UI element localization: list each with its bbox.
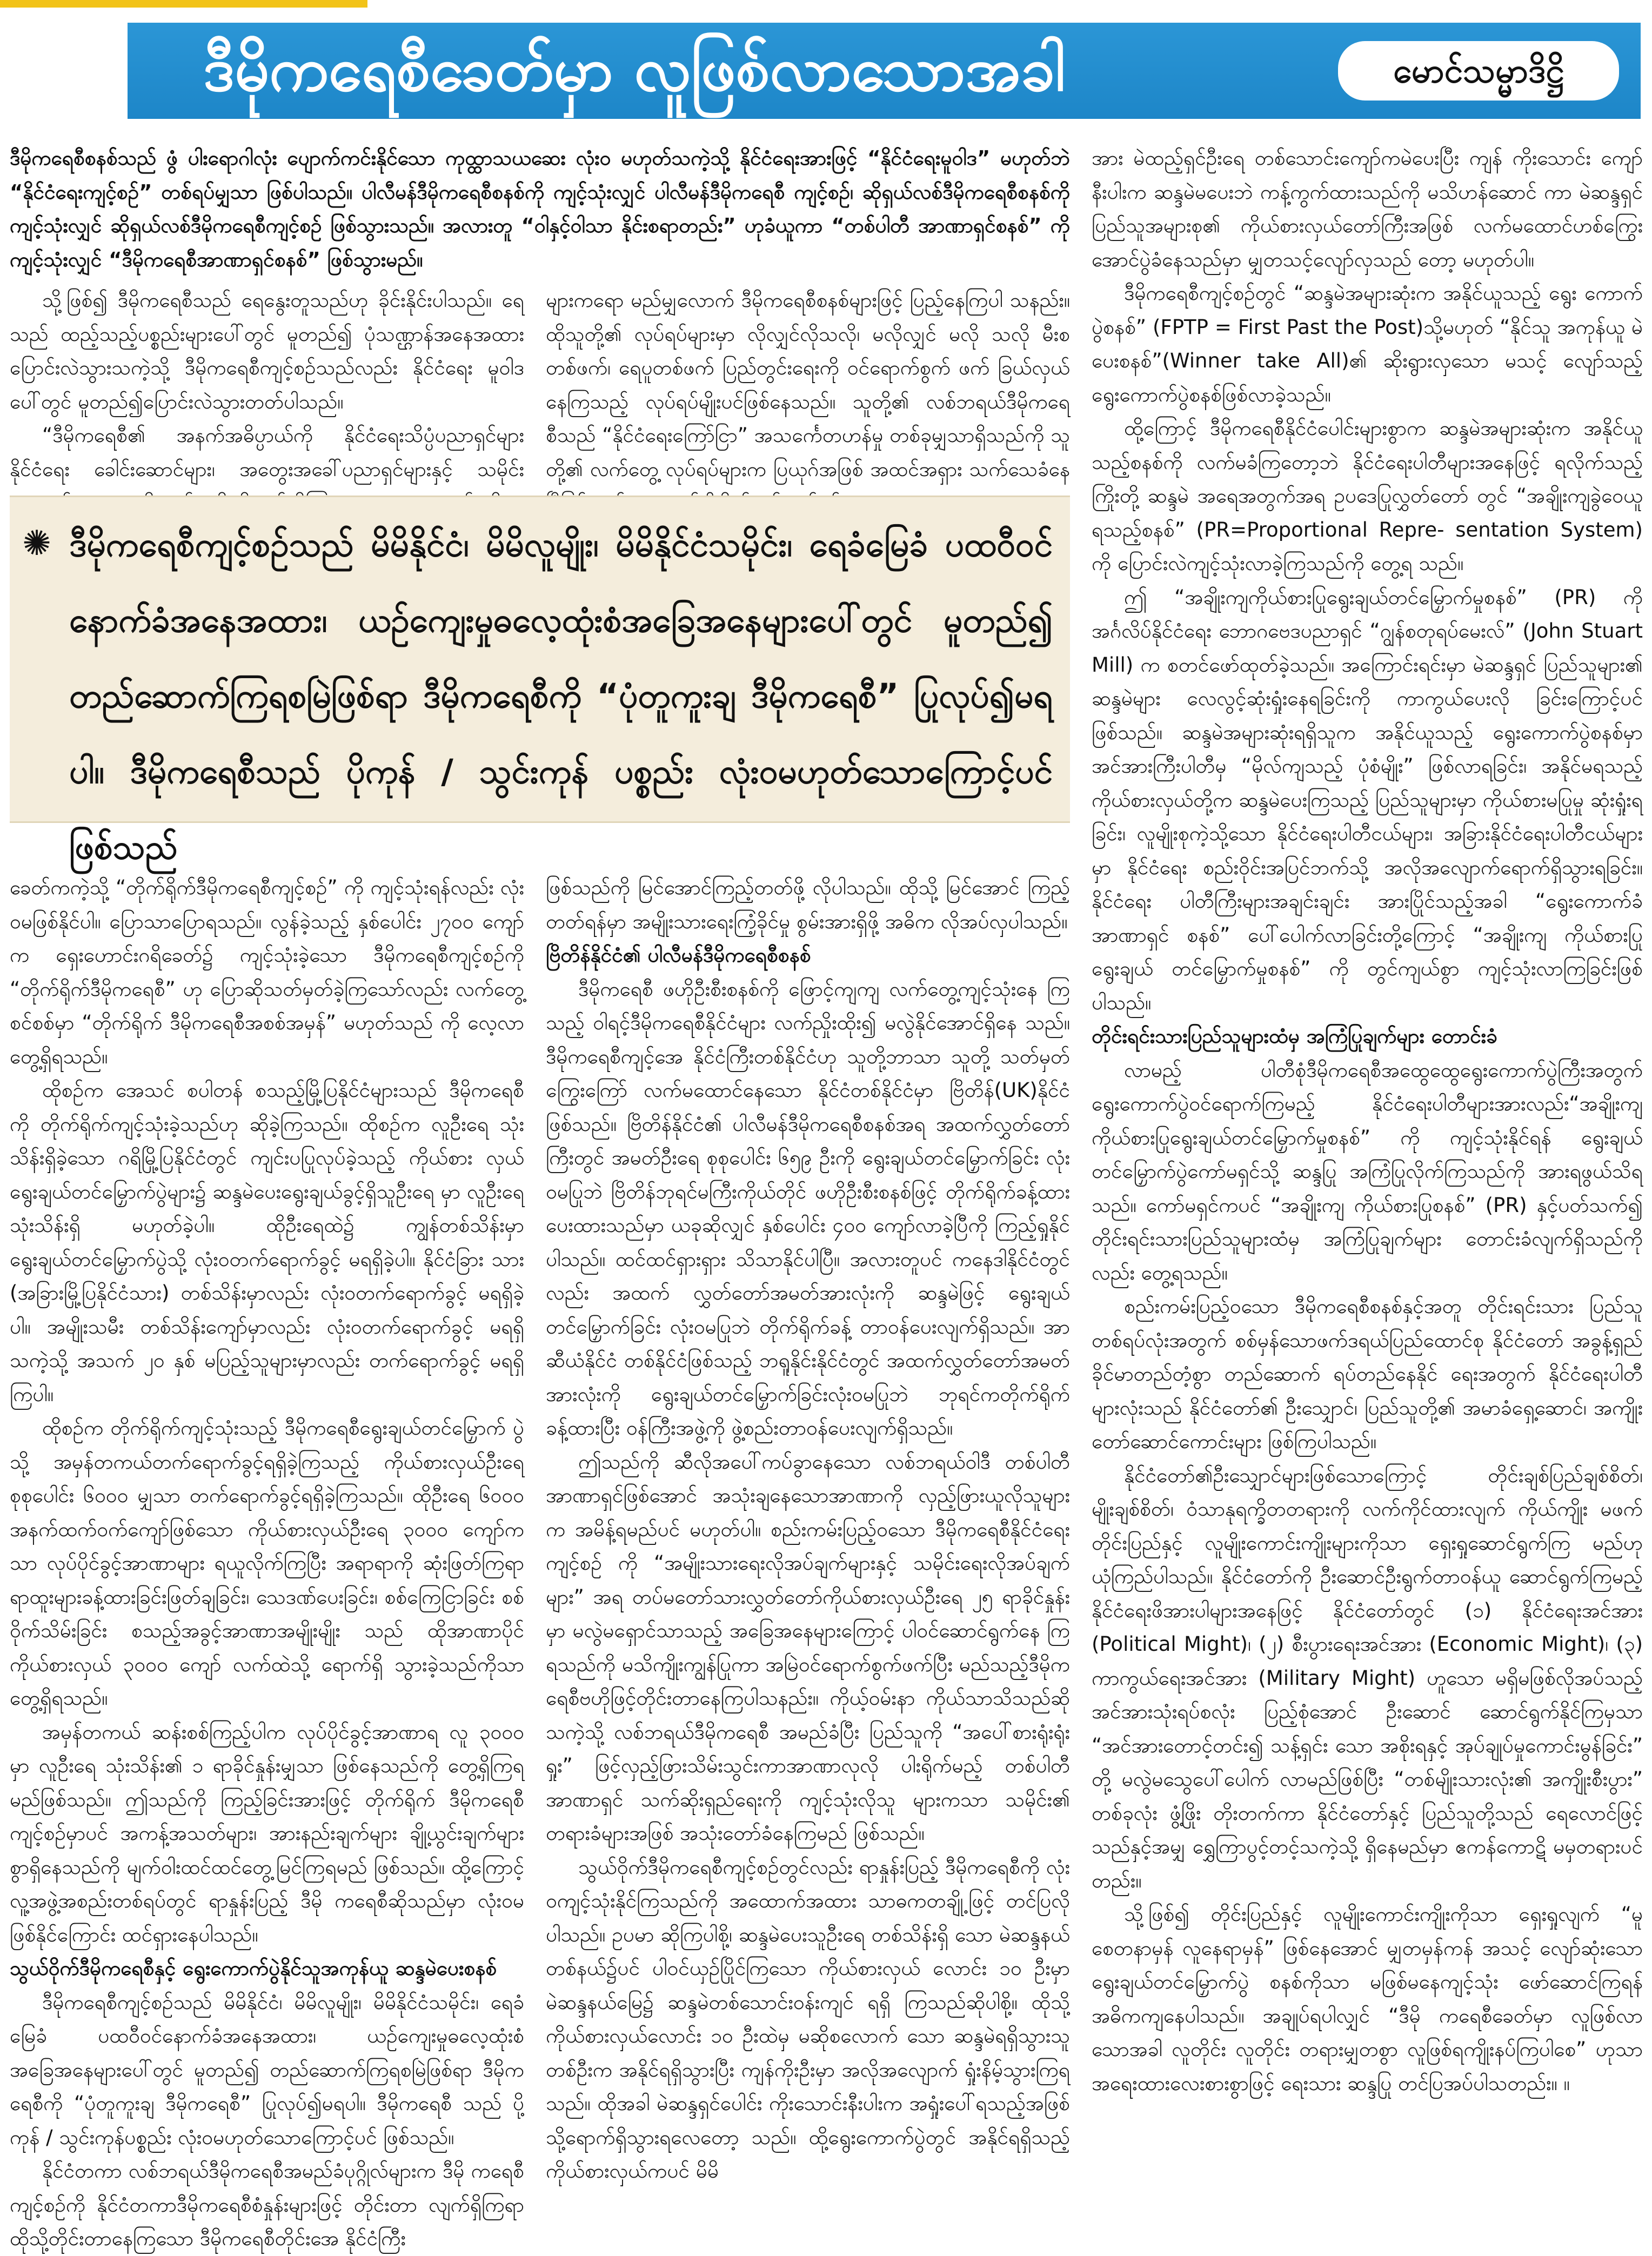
paragraph: “ဒီမိုကရေစီ၏ အနက်အဓိပ္ပာယ်ကို နိုင်ငံရေးသိပ္ပံပညာရှင်များ နိုင်ငံရေး ခေါင်းဆောင်များ၊ အတွေးအခေါ်ပညာရှင်များနှင့် သမိုင်း bbox=[10, 424, 524, 481]
paragraph: ဤသည်ကို ဆီလိုအပေါ်ကပ်ခွာနေသော လစ်ဘရယ်ဝါဒီ တစ်ပါတီ အာဏာရှင်ဖြစ်အောင် အသုံးချနေသောအာဏာကို လှည့်ဖြားယူလိုသူများက အမိန့်ရမည်ပင် မဟုတ်ပါ။ စည်းကမ်းပြည့်ဝသော ဒီမိုကရေစီနိုင်ငံရေးကျင့်စဉ် ကို “အမျိုးသားရေးလိုအပ်ချက်များနှင့် သမိုင်းရေးလိုအပ်ချက်များ” အရ တပ်မတော်သားလွှတ်တော်ကိုယ်စားလှယ်ဦးရေ ၂၅ ရာခိုင်နှုန်း မှာ မလွဲမရှောင်သာသည့် အခြေအနေများကြောင့် ပါဝင်ဆောင်ရွက်နေ ကြရသည်ကို မသိကျိုးကျွန်ပြုကာ အမြဲဝင်ရောက်စွက်ဖက်ပြီး မည်သည့်ဒီမိုကရေစီဗဟိုဖြင့်တိုင်းတာနေကြပါသနည်း။ ကိုယ့်ဝမ်းနာ ကိုယ်သာသိသည်ဆိုသကဲ့သို့ လစ်ဘရယ်ဒီမိုကရေစီ အမည်ခံပြီး ပြည်သူကို “အပေါ်စားရုံးရုံးရှုး” ဖြင့်လှည့်ဖြားသိမ်းသွင်းကာအာဏာလုလို ပါးရိုက်မည့် တစ်ပါတီအာဏာရှင် သက်ဆိုးရှည်ရေးကို ကျင့်သုံးလိုသူ များကသာ သမိုင်း၏ တရားခံများအဖြစ် အသုံးတော်ခံနေကြမည် ဖြစ်သည်။ bbox=[546, 1450, 1070, 1845]
lead-paragraph: ဒီမိုကရေစီစနစ်သည် ဖွံ ပါးရောဂါလုံး ပျောက်ကင်းနိုင်သော ကုထ္ထာသယဆေး လုံးဝ မဟုတ်သကဲ့သို့ နိုင်ငံရေးအားဖြင့် “နိုင်ငံရေးမူဝါဒ” မဟုတ်ဘဲ “နိုင်ငံရေးကျင့်စဉ်” တစ်ရပ်မျှသာ ဖြစ်ပါသည်။ ပါလီမန်ဒီမိုကရေစီစနစ်ကို ကျင့်သုံးလျှင် ပါလီမန်ဒီမိုကရေစီ ကျင့်စဉ်၊ ဆိုရှယ်လစ်ဒီမိုကရေစီစနစ်ကို ကျင့်သုံးလျှင် ဆိုရှယ်လစ်ဒီမိုကရေစီကျင့်စဉ် ဖြစ်သွားသည်။ အလားတူ “ဝါနှင့်ဝါသာ နိုင်းစရာတည်း” ဟုခံယူကာ “တစ်ပါတီ အာဏာရှင်စနစ်” ကို ကျင့်သုံးလျှင် “ဒီမိုကရေစီအာဏာရှင်စနစ်” ဖြစ်သွားမည်။ bbox=[10, 146, 1070, 271]
title-banner bbox=[128, 23, 1641, 119]
top-strip bbox=[0, 0, 1652, 10]
section-heading: တိုင်းရင်းသားပြည်သူများထံမှ အကြံပြုချက်များ တောင်းခံ bbox=[1092, 1025, 1497, 1048]
paragraph: ခေတ်ကကဲ့သို့ “တိုက်ရိုက်ဒီမိုကရေစီကျင့်စဉ်” ကို ကျင့်သုံးရန်လည်း လုံးဝမဖြစ်နိုင်ပါ။ ပြောသာပြောရသည်။ လွန်ခဲ့သည့် နှစ်ပေါင်း ၂၇၀၀ ကျော်က ရှေးဟောင်းဂရိခေတ်၌ ကျင့်သုံးခဲ့သော ဒီမိုကရေစီကျင့်စဉ်ကို “တိုက်ရိုက်ဒီမိုကရေစီ” ဟု ပြောဆိုသတ်မှတ်ခဲ့ကြသော်လည်း လက်တွေ့စင်စစ်မှာ “တိုက်ရိုက် ဒီမိုကရေစီအစစ်အမှန်” မဟုတ်သည် ကို လေ့လာတွေ့ရှိရသည်။ bbox=[10, 876, 524, 1068]
paragraph: ဒီမိုကရေစီ ဖဟိုဦးစီးစနစ်ကို ဖြောင့်ကျကျ လက်တွေ့ကျင့်သုံးနေ ကြသည့် ဝါရင့်ဒီမိုကရေစီနိုင်ငံများ လက်ညှိုးထိုး၍ မလွဲနိုင်အောင်ရှိနေ သည်။ ဒီမိုကရေစီကျင့်အေ နိုင်ငံကြီးတစ်နိုင်ငံဟု သူတို့ဘာသာ သူတို့ သတ်မှတ်ကြွေးကြော် လက်မထောင်နေသော နိုင်ငံတစ်နိုင်ငံမှာ ဗြိတိန်(UK)နိုင်ငံဖြစ်သည်။ ဗြိတိန်နိုင်ငံ၏ ပါလီမန်ဒီမိုကရေစီစနစ်အရ အထက်လွှတ်တော်ကြီးတွင် အမတ်ဦးရေ စုစုပေါင်း ၆၅၉ ဦးကို ရွေးချယ်တင်မြှောက်ခြင်း လုံးဝမပြုဘဲ ဗြိတိန်ဘုရင်မကြီးကိုယ်တိုင် ဖဟိုဦးစီးစနစ်ဖြင့် တိုက်ရိုက်ခန့်ထားပေးထားသည်မှာ ယခုဆိုလျှင် နှစ်ပေါင်း ၄၀၀ ကျော်လာခဲ့ပြီကို ကြည့်ရှုနိုင်ပါသည်။ ထင်ထင်ရှားရှား သိသာနိုင်ပါပြီ။ အလားတူပင် ကနေဒါနိုင်ငံတွင်လည်း အထက် လွှတ်တော်အမတ်အားလုံးကို ဆန္ဒမဲဖြင့် ရွေးချယ်တင်မြှောက်ခြင်း လုံးဝမပြုဘဲ တိုက်ရိုက်ခန့် တာဝန်ပေးလျက်ရှိသည်။ အာဆီယံနိုင်ငံ တစ်နိုင်ငံဖြစ်သည့် ဘရူနိုင်းနိုင်ငံတွင် အထက်လွှတ်တော်အမတ် အားလုံးကို ရွေးချယ်တင်မြှောက်ခြင်းလုံးဝမပြုဘဲ ဘုရင်ကတိုက်ရိုက် ခန့်ထားပြီး ဝန်ကြီးအဖွဲ့ကို ဖွဲ့စည်းတာဝန်ပေးလျက်ရှိသည်။ bbox=[546, 977, 1070, 1440]
column-b bbox=[546, 284, 1070, 520]
paragraph: များကရော မည်မျှလောက် ဒီမိုကရေစီစနစ်များဖြင့် ပြည့်နေကြပါ သနည်း။ ထိုသူတို့၏ လုပ်ရပ်များမှာ လိုလျှင်လိုသလို၊ မလိုလျှင် မလို သလို မီးစ တစ်ဖက်၊ ရေပူတစ်ဖက် ပြည်တွင်းရေးကို ဝင်ရောက်စွက် ဖက် ခြယ်လှယ်နေကြသည့် လုပ်ရပ်မျိုးပင်ဖြစ်နေသည်။ သူတို့၏ လစ်ဘရယ်ဒီမိုကရေစီသည် “နိုင်ငံရေးကြော်ငြာ” အသင်္ကေတဟန်မှု တစ်ခုမျှသာရှိသည်ကို သူတို့၏ လက်တွေ့ လုပ်ရပ်များက ပြယုဂ်အဖြစ် အထင်အရှား သက်သေခံနေ bbox=[546, 289, 1070, 481]
paragraph: နိုင်ငံတော်၏ဦးသျှောင်များဖြစ်သောကြောင့် တိုင်းချစ်ပြည်ချစ်စိတ်၊ မျိုးချစ်စိတ်၊ ဝံသာနုရက္ခိတတရားကို လက်ကိုင်ထားလျက် ကိုယ်ကျိုး မဖက် တိုင်းပြည်နှင့် လူမျိုးကောင်းကျိုးများကိုသာ ရှေးရှုဆောင်ရွက်ကြ မည်ဟု ယုံကြည်ပါသည်။ နိုင်ငံတော်ကို ဦးဆောင်ဦးရွက်တာဝန်ယူ ဆောင်ရွက်ကြမည့် နိုင်ငံရေးဖိအားပါများအနေဖြင့် နိုင်ငံတော်တွင် (၁) နိုင်ငံရေးအင်အား (Political Might)၊ (၂) စီးပွားရေးအင်အား (Economic Might)၊ (၃) ကာကွယ်ရေးအင်အား (Military Might) ဟူသော မရှိမဖြစ်လိုအပ်သည့် အင်အားသုံးရပ်စလုံး ပြည့်စုံအောင် ဦးဆောင် ဆောင်ရွက်နိုင်ကြမှသာ “အင်အားတောင့်တင်း၍ သန့်ရှင်း သော အစိုးရနှင့် အုပ်ချုပ်မှုကောင်းမွန်ခြင်း” တို့ မလွဲမသွေပေါ်ပေါက် လာမည်ဖြစ်ပြီး “တစ်မျိုးသားလုံး၏ အကျိုးစီးပွား” တစ်ခုလုံး ဖွံ့ဖြိုး တိုးတက်ကာ နိုင်ငံတော်နှင့် ပြည်သူတို့သည် ရေလောင်ဖြင့်သည်နှင့်အမျှ ရွှေကြာပွင့်တင့်သကဲ့သို့ ရှိနေမည်မှာ ဧကန်ကောဋိ မမှတရားပင် တည်း။ bbox=[1092, 1463, 1643, 1892]
top-accent-bar bbox=[0, 0, 367, 8]
paragraph: ထို့ကြောင့် ဒီမိုကရေစီနိုင်ငံပေါင်းများစွာက ဆန္ဒမဲအများဆုံးက အနိုင်ယူသည့်စနစ်ကို လက်မခံကြတော့ဘဲ နိုင်ငံရေးပါတီများအနေဖြင့် ရလိုက်သည့်ကြိုးတို့ ဆန္ဒမဲ အရေအတွက်အရ ဥပဒေပြုလွှတ်တော် တွင် “အချိုးကျခွဲဝေယူရသည့်စနစ်” (PR=Proportional Repre- sentation System) ကို ပြောင်းလဲကျင့်သုံးလာခဲ့ကြသည်ကို တွေ့ရ သည်။ bbox=[1092, 417, 1643, 575]
section-heading: ဗြိတိန်နိုင်ငံ၏ ပါလီမန်ဒီမိုကရေစီစနစ် bbox=[546, 943, 811, 967]
paragraph: ဒီမိုကရေစီကျင့်စဉ်သည် မိမိနိုင်ငံ၊ မိမိလူမျိုး၊ မိမိနိုင်ငံသမိုင်း၊ ရေခံမြေခံ ပထဝီဝင်နောက်ခံအနေအထား၊ ယဉ်ကျေးမှုဓလေ့ထုံးစံ အခြေအနေများပေါ်တွင် မူတည်၍ တည်ဆောက်ကြရစမြဲဖြစ်ရာ ဒီမိုကရေစီကို “ပုံတူကူးချ ဒီမိုကရေစီ” ပြုလုပ်၍မရပါ။ ဒီမိုကရေစီ သည် ပို့ကုန် / သွင်းကုန်ပစ္စည်း လုံးဝမဟုတ်သောကြောင့်ပင် ဖြစ်သည်။ bbox=[10, 1990, 524, 2149]
column-d bbox=[10, 871, 524, 2256]
article-title: ဒီမိုကရေစီခေတ်မှာ လူဖြစ်လာသောအခါ bbox=[203, 35, 1066, 105]
star-bullet-icon: ✺ bbox=[22, 524, 51, 564]
author-badge: မောင်သမ္မာဒိဋ္ဌိ bbox=[1338, 41, 1619, 101]
paragraph: အမှန်တကယ် ဆန်းစစ်ကြည့်ပါက လုပ်ပိုင်ခွင့်အာဏာရ လူ ၃၀၀၀ မှာ လူဦးရေ သုံးသိန်း၏ ၁ ရာခိုင်နှုန်းမျှသာ ဖြစ်နေသည်ကို တွေ့ရှိကြရမည်ဖြစ်သည်။ ဤသည်ကို ကြည့်ခြင်းအားဖြင့် တိုက်ရိုက် ဒီမိုကရေစီကျင့်စဉ်မှာပင် အကန့်အသတ်များ၊ အားနည်းချက်များ ချို့ယွင်းချက်များစွာရှိနေသည်ကို မျက်ဝါးထင်ထင်တွေ့မြင်ကြရမည် ဖြစ်သည်။ ထို့ကြောင့် လူ့အဖွဲ့အစည်းတစ်ရပ်တွင် ရာနှုန်းပြည့် ဒီမို ကရေစီဆိုသည်မှာ လုံးဝမဖြစ်နိုင်ကြောင်း ထင်ရှားနေပါသည်။ bbox=[10, 1720, 524, 1946]
paragraph: သို့ဖြစ်၍ တိုင်းပြည်နှင့် လူမျိုးကောင်းကျိုးကိုသာ ရှေးရှုလျက် “မူ စေတနာမှန် လူနေရာမှန်” ဖြစ်နေအောင် မျှတမှန်ကန် အသင့် လျော်ဆုံးသော ရွေးချယ်တင်မြှောက်ပွဲ စနစ်ကိုသာ မဖြစ်မနေကျင့်သုံး ဖော်ဆောင်ကြရန် အဓိကကျနေပါသည်။ အချုပ်ရပါလျှင် “ဒီမို ကရေစီခေတ်မှာ လူဖြစ်လာသောအခါ လူတိုင်း လူတိုင်း တရားမျှတစွာ လူဖြစ်ရကျိုးနပ်ကြပါစေ” ဟုသာ အရေးထားလေးစားစွာဖြင့် ရေးသား ဆန္ဒပြု တင်ပြအပ်ပါသတည်း။ ။ bbox=[1092, 1903, 1643, 2095]
paragraph: ထိုစဉ်က တိုက်ရိုက်ကျင့်သုံးသည့် ဒီမိုကရေစီရွေးချယ်တင်မြှောက် ပွဲသို့ အမှန်တကယ်တက်ရောက်ခွင့်ရရှိခဲ့ကြသည့် ကိုယ်စားလှယ်ဦးရေ စုစုပေါင်း ၆၀၀၀ မျှသာ တက်ရောက်ခွင့်ရရှိခဲ့ကြသည်။ ထိုဦးရေ ၆၀၀၀ အနက်ထက်ဝက်ကျော်ဖြစ်သော ကိုယ်စားလှယ်ဦးရေ ၃၀၀၀ ကျော်ကသာ လုပ်ပိုင်ခွင့်အာဏာများ ရယူလိုက်ကြပြီး အရာရာကို ဆုံးဖြတ်ကြရာ ရာထူးများခန့်ထားခြင်းဖြတ်ချခြင်း၊ သေဒဏ်ပေးခြင်း၊ စစ်ကြေငြာခြင်း စစ်ဝိုက်သိမ်းခြင်း စသည့်အခွင့်အာဏာအမျိုးမျိုး သည် ထိုအာဏာပိုင်ကိုယ်စားလှယ် ၃၀၀၀ ကျော် လက်ထဲသို့ ရောက်ရှိ သွားခဲ့သည်ကိုသာ တွေ့ရှိရသည်။ bbox=[10, 1416, 524, 1710]
pull-quote-text: ဒီမိုကရေစီကျင့်စဉ်သည် မိမိနိုင်ငံ၊ မိမိလူမျိုး၊ မိမိနိုင်ငံသမိုင်း၊ ရေခံမြေခံ ပထဝီဝင်နောက်ခံအနေအထား၊ ယဉ်ကျေးမှုဓလေ့ထုံးစံအခြေအနေများပေါ်တွင် မူတည်၍ တည်ဆောက်ကြရစမြဲဖြစ်ရာ ဒီမိုကရေစီကို “ပုံတူကူးချ ဒီမိုကရေစီ” ပြုလုပ်၍မရပါ။ ဒီမိုကရေစီသည် ပိုကုန် / သွင်းကုန် ပစ္စည်း လုံးဝမဟုတ်သောကြောင့်ပင်ဖြစ်သည် bbox=[69, 525, 1053, 867]
paragraph: လာမည့် ပါတီစုံဒီမိုကရေစီအထွေထွေရွေးကောက်ပွဲကြီးအတွက် ရွေးကောက်ပွဲဝင်ရောက်ကြမည့် နိုင်ငံရေးပါတီများအားလည်း“အချိုးကျ ကိုယ်စားပြုရွေးချယ်တင်မြှောက်မှုစနစ်” ကို ကျင့်သုံးနိုင်ရန် ရွေးချယ် တင်မြှောက်ပွဲကော်မရှင်သို့ ဆန္ဒပြု အကြံပြုလိုက်ကြသည်ကို အားရဖွယ်သိရသည်။ ကော်မရှင်ကပင် “အချိုးကျ ကိုယ်စားပြုစနစ်” (PR) နှင့်ပတ်သက်၍ တိုင်းရင်းသားပြည်သူများထံမှ အကြံပြုချက်များ တောင်းခံလျက်ရှိသည်ကိုလည်း တွေ့ရသည်။ bbox=[1092, 1058, 1643, 1284]
paragraph: သို့ဖြစ်၍ ဒီမိုကရေစီသည် ရေနွေးတူသည်ဟု ခိုင်းနိုင်းပါသည်။ ရေသည် ထည့်သည့်ပစ္စည်းများပေါ်တွင် မူတည်၍ ပုံသဏ္ဌာန်အနေအထား ပြောင်းလဲသွားသကဲ့သို့ ဒီမိုကရေစီကျင့်စဉ်သည်လည်း နိုင်ငံရေး မူဝါဒပေါ်တွင် မူတည်၍ပြောင်းလဲသွားတတ်ပါသည်။ bbox=[10, 289, 524, 413]
lead-paragraph-block bbox=[10, 142, 1070, 277]
paragraph: သွယ်ဝိုက်ဒီမိုကရေစီကျင့်စဉ်တွင်လည်း ရာနှုန်းပြည့် ဒီမိုကရေစီကို လုံးဝကျင့်သုံးနိုင်ကြသည်ကို အထောက်အထား သာဓကတချို့ဖြင့် တင်ပြလိုပါသည်။ ဥပမာ ဆိုကြပါစို့၊ ဆန္ဒမဲပေးသူဦးရေ တစ်သိန်းရှိ သော မဲဆန္ဒနယ်တစ်နယ်၌ပင် ပါဝင်ယှဉ်ပြိုင်ကြသော ကိုယ်စားလှယ် လောင်း ၁၀ ဦးမှာ မဲဆန္ဒနယ်မြေ၌ ဆန္ဒမဲတစ်သောင်းဝန်းကျင် ရရှိ ကြသည်ဆိုပါစို့။ ထိုသို့ကိုယ်စားလှယ်လောင်း ၁၀ ဦးထဲမှ မဆိုစလောက် သော ဆန္ဒမဲရရှိသွားသူတစ်ဦးက အနိုင်ရရှိသွားပြီး ကျန်ကိုးဦးမှာ အလိုအလျောက် ရှုံးနိမ့်သွားကြရသည်။ ထိုအခါ မဲဆန္ဒရှင်ပေါင်း ကိုးသောင်းနီးပါးက အရှုံးပေါ်ရသည့်အဖြစ်သို့ရောက်ရှိသွားရလေတော့ သည်။ ထို့ရွေးကောက်ပွဲတွင် အနိုင်ရရှိသည့် ကိုယ်စားလှယ်ကပင် မိမိ bbox=[546, 1855, 1070, 2183]
paragraph: ဖြစ်သည်ကို မြင်အောင်ကြည့်တတ်ဖို့ လိုပါသည်။ ထိုသို့ မြင်အောင် ကြည့်တတ်ရန်မှာ အမျိုးသားရေးကြံ့ခိုင်မှု စွမ်းအားရှိဖို့ အဓိက လိုအပ်လှပါသည်။ bbox=[546, 876, 1070, 933]
column-a bbox=[10, 284, 524, 520]
column-c bbox=[1092, 142, 1643, 2100]
paragraph: နိုင်ငံတကာ လစ်ဘရယ်ဒီမိုကရေစီအမည်ခံပုဂ္ဂိုလ်များက ဒီမို ကရေစီကျင့်စဉ်ကို နိုင်ငံတကာဒီမိုကရေစီစံနှုန်းများဖြင့် တိုင်းတာ လျက်ရှိကြရာ ထိုသို့တိုင်းတာနေကြသော ဒီမိုကရေစီတိုင်းအေ နိုင်ငံကြီး bbox=[10, 2159, 524, 2250]
paragraph: ဒီမိုကရေစီကျင့်စဉ်တွင် “ဆန္ဒမဲအများဆုံးက အနိုင်ယူသည့် ရွေး ကောက်ပွဲစနစ်” (FPTP = First Past the Post)သို့မဟုတ် “နိုင်သူ အကုန်ယူ မဲပေးစနစ်”(Winner take All)၏ ဆိုးရွားလှသော မသင့် လျော်သည့် ရွေးကောက်ပွဲစနစ်ဖြစ်လာခဲ့သည်။ bbox=[1092, 282, 1643, 406]
pull-quote-box bbox=[10, 496, 1070, 867]
paragraph: စည်းကမ်းပြည့်ဝသော ဒီမိုကရေစီစနစ်နှင့်အတူ တိုင်းရင်းသား ပြည်သူတစ်ရပ်လုံးအတွက် စစ်မှန်သောဖက်ဒရယ်ပြည်ထောင်စု နိုင်ငံတော် အခွန့်ရှည်ခိုင်မာတည်တံ့စွာ တည်ဆောက် ရပ်တည်နေနိုင် ရေးအတွက် နိုင်ငံရေးပါတီများလုံးသည် နိုင်ငံတော်၏ ဦးသျှောင်၊ ပြည်သူတို့၏ အမာခံရှေ့ဆောင်၊ အကျိုးတော်ဆောင်ကောင်းများ ဖြစ်ကြပါသည်။ bbox=[1092, 1295, 1643, 1453]
paragraph: ထိုစဉ်က အေသင် စပါတန် စသည့်မြို့ပြနိုင်ငံများသည် ဒီမိုကရေစီ ကို တိုက်ရိုက်ကျင့်သုံးခဲ့သည်ဟု ဆိုခဲ့ကြသည်။ ထိုစဉ်က လူဦးရေ သုံးသိန်းရှိခဲ့သော ဂရိမြို့ပြနိုင်ငံတွင် ကျင်းပပြုလုပ်ခဲ့သည့် ကိုယ်စား လှယ် ရွေးချယ်တင်မြှောက်ပွဲများ၌ ဆန္ဒမဲပေးရွေးချယ်ခွင့်ရှိသူဦးရေ မှာ လူဦးရေ သုံးသိန်းရှိ မဟုတ်ခဲ့ပါ။ ထိုဦးရေထဲ၌ ကျွန်တစ်သိန်းမှာ ရွေးချယ်တင်မြှောက်ပွဲသို့ လုံးဝတက်ရောက်ခွင့် မရရှိခဲ့ပါ။ နိုင်ငံခြား သား (အခြားမြို့ပြနိုင်ငံသား) တစ်သိန်းမှာလည်း လုံးဝတက်ရောက်ခွင့် မရရှိခဲ့ပါ။ အမျိုးသမီး တစ်သိန်းကျော်မှာလည်း လုံးဝတက်ရောက်ခွင့် မရရှိသကဲ့သို့ အသက် ၂၀ နှစ် မပြည့်သူများမှာလည်း တက်ရောက်ခွင့် မရရှိကြပါ။ bbox=[10, 1079, 524, 1406]
paragraph: ဤ “အချိုးကျကိုယ်စားပြုရွေးချယ်တင်မြှောက်မှုစနစ်” (PR) ကို အင်္ဂလိပ်နိုင်ငံရေး ဘောဂဗေဒပညာရှင် “ဂျွန်စတုရပ်မေးလ်” (John Stuart Mill) က စတင်ဖော်ထုတ်ခဲ့သည်။ အကြောင်းရင်းမှာ မဲဆန္ဒရှင် ပြည်သူများ၏ ဆန္ဒမဲများ လေလွင့်ဆုံးရှုံးနေရခြင်းကို ကာကွယ်ပေးလို ခြင်းကြောင့်ပင် ဖြစ်သည်။ ဆန္ဒမဲအများဆုံးရရှိသူက အနိုင်ယူသည့် ရွေးကောက်ပွဲစနစ်မှာ အင်အားကြီးပါတီမှ “မိုလ်ကျသည့် ပုံစံမျိုး” ဖြစ်လာရခြင်း၊ အနိုင်မရသည့် ကိုယ်စားလှယ်တို့က ဆန္ဒမဲပေးကြသည့် ပြည်သူများမှာ ကိုယ်စားမပြုမှု ဆုံးရှုံးရခြင်း၊ လူမျိုးစုကဲ့သို့သော နိုင်ငံရေးပါတီငယ်များ၊ အခြားနိုင်ငံရေးပါတီငယ်များမှာ နိုင်ငံရေး စည်းဝိုင်းအပြင်ဘက်သို့ အလိုအလျောက်ရောက်ရှိသွားရခြင်း။ နိုင်ငံရေး ပါတီကြီးများအချင်းချင်း အားပြိုင်သည့်အခါ “ရွေးကောက်ခံအာဏာရှင် စနစ်” ပေါ်ပေါက်လာခြင်းတို့ကြောင့် “အချိုးကျ ကိုယ်စားပြု ရွေးချယ် တင်မြှောက်မှုစနစ်” ကို တွင်ကျယ်စွာ ကျင့်သုံးလာကြခြင်းဖြစ်ပါသည်။ bbox=[1092, 585, 1643, 1014]
column-e bbox=[546, 871, 1070, 2188]
paragraph: အား မဲထည့်ရှင်ဦးရေ တစ်သောင်းကျော်ကမဲပေးပြီး ကျန် ကိုးသောင်း ကျော်နီးပါးက ဆန္ဒမဲမပေးဘဲ ကန့်ကွက်ထားသည်ကို မသိဟန်ဆောင် ကာ မဲဆန္ဒရှင်ပြည်သူအများစု၏ ကိုယ်စားလှယ်တော်ကြီးအဖြစ် လက်မထောင်ဟစ်ကြွေးအောင်ပွဲခံနေသည်မှာ မျှတသင့်လျော်လှသည် တော့ မဟုတ်ပါ။ bbox=[1092, 146, 1643, 271]
section-heading: သွယ်ဝိုက်ဒီမိုကရေစီနှင့် ရွေးကောက်ပွဲနိုင်သူအကုန်ယူ ဆန္ဒမဲပေးစနစ် bbox=[10, 1957, 497, 1980]
